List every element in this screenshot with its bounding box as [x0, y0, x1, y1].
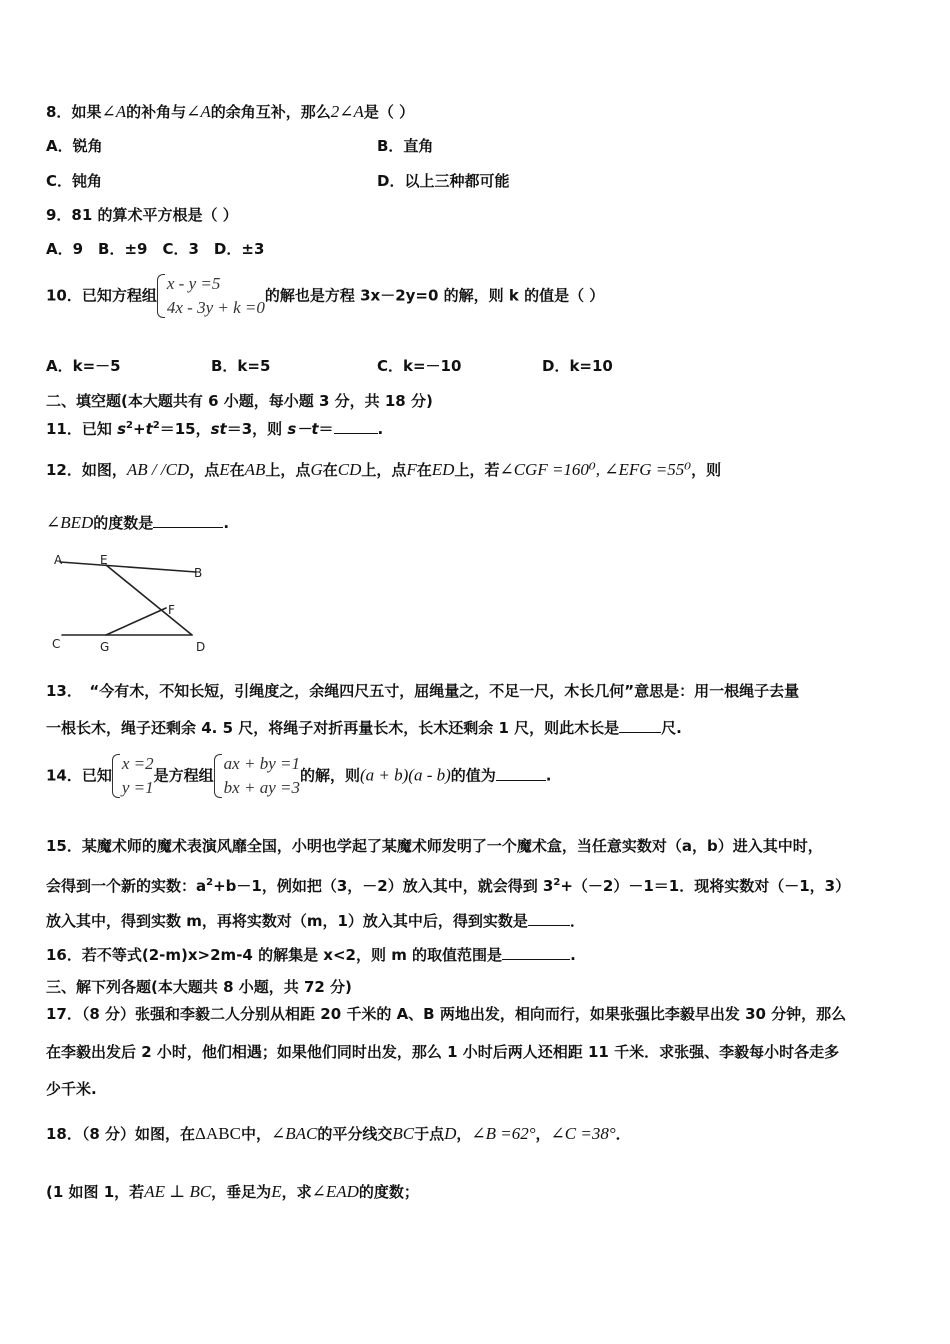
equation-2: 4x - 3y + k =0: [166, 298, 265, 317]
eq-b: bx + ay =3: [223, 778, 300, 797]
seg-cd: CD: [337, 460, 362, 479]
answer-blank[interactable]: [502, 945, 570, 960]
section-3-heading: 三、解下列各题(本大题共 8 小题，共 72 分): [46, 978, 352, 996]
t4: 上，若: [454, 461, 500, 479]
plus: +: [133, 420, 146, 438]
q8-text-4: 是（ ）: [363, 103, 415, 121]
t4b: ，: [535, 1125, 551, 1143]
period: .: [377, 420, 384, 438]
eq: ＝: [318, 420, 334, 438]
ab-parallel-cd: AB / /CD: [126, 460, 190, 479]
q18a-prefix: (1 如图 1，若: [46, 1183, 145, 1201]
t4: ，: [456, 1125, 472, 1143]
answer-blank[interactable]: [528, 911, 570, 926]
var-t: t: [145, 420, 153, 438]
seg-ab: AB: [244, 460, 266, 479]
q16-stem: [46, 945, 576, 965]
brace: [157, 274, 165, 318]
q14-stem: [46, 752, 551, 800]
t1: ，垂足为: [211, 1183, 272, 1201]
label-f: F: [168, 603, 175, 617]
t3: 的度数；: [358, 1183, 419, 1201]
seg-ed: ED: [431, 460, 455, 479]
t1: 中，: [240, 1125, 271, 1143]
angle-bac: ∠BAC: [270, 1124, 318, 1143]
q15-l3: 放入其中，得到实数 m，再将实数对（m，1）放入其中后，得到实数是: [46, 912, 528, 930]
t3b: 上，点: [361, 461, 407, 479]
label-d: D: [196, 640, 206, 654]
answer-blank[interactable]: [334, 419, 378, 434]
angle-a: ∠A: [101, 102, 127, 121]
q12-stem: [46, 460, 721, 480]
seg-bc: BC: [392, 1124, 415, 1143]
equation-1: x - y =5: [166, 274, 221, 293]
section-2-heading: 二、填空题(本大题共有 6 小题，每小题 3 分，共 18 分): [46, 392, 433, 410]
sq: 2: [206, 877, 214, 888]
t3: 于点: [414, 1125, 445, 1143]
exp-2: 2: [152, 420, 160, 431]
label-a: A: [54, 553, 63, 567]
brace: [214, 754, 222, 798]
q8-option-d: D．以上三种都可能: [377, 172, 510, 190]
t2: 的平分线交: [317, 1125, 393, 1143]
label-e: E: [100, 553, 108, 567]
q12-figure: [46, 548, 226, 658]
answer-blank[interactable]: [496, 766, 546, 781]
q16-text: 16．若不等式(2-m)x>2m-4 的解集是 x<2，则 m 的取值范围是: [46, 946, 503, 964]
t6: 的度数是: [93, 514, 154, 532]
two-angle-a: 2∠A: [330, 102, 364, 121]
q14-t2: 的值为: [450, 766, 496, 785]
q14-solution-system: [112, 752, 154, 800]
q8-text-2: 的补角与: [126, 103, 187, 121]
q14-t1: 的解，则: [299, 766, 360, 785]
q8-stem: [46, 102, 414, 122]
q14-equation-system: [214, 752, 300, 800]
eq-a: ax + by =1: [223, 754, 300, 773]
q8-option-b: B．直角: [377, 137, 434, 155]
q17-line-3: 少千米.: [46, 1080, 97, 1098]
triangle-abc: ΔABC: [195, 1124, 241, 1143]
t5: ，则: [691, 461, 722, 479]
q14-prefix: 14．已知: [46, 766, 112, 785]
q8-option-a: A．锐角: [46, 137, 103, 155]
q13-text: 一根长木，绳子还剩余 4. 5 尺，将绳子对折再量长木，长木还剩余 1 尺，则此木长是: [46, 719, 620, 737]
period: .: [570, 946, 576, 964]
diff: s－t: [287, 420, 319, 438]
t3: 上，点: [265, 461, 311, 479]
pt-f: F: [406, 460, 417, 479]
var-st: st: [210, 420, 227, 438]
q9-options: A．9 B．±9 C．3 D．±3: [46, 240, 265, 258]
q10-option-c: C．k=－10: [377, 357, 462, 375]
q8-option-c: C．钝角: [46, 172, 103, 190]
t2b: 在: [322, 461, 338, 479]
label-b: B: [194, 566, 203, 580]
q8-text-1: 如果: [71, 103, 102, 121]
answer-blank[interactable]: [153, 513, 223, 528]
line-ab: [60, 562, 196, 572]
brace: [112, 754, 120, 798]
pt-g: G: [310, 460, 323, 479]
eq3: ＝3，则: [226, 420, 288, 438]
q10-stem: [46, 272, 604, 320]
q15-l2b: +b－1，例如把（3，－2）放入其中，就会得到 3: [213, 877, 554, 895]
x-eq: x =2: [121, 754, 154, 773]
q12-prefix: 12．如图，: [46, 461, 127, 479]
q13-line-2: [46, 718, 682, 738]
t2c: 在: [416, 461, 432, 479]
var-s: s: [117, 420, 127, 438]
q13-line-1: 13． “今有木，不知长短，引绳度之，余绳四尺五寸，屈绳量之，不足一尺，木长几何”意思是：用一根绳子去量: [46, 682, 800, 700]
angle-c: ∠C =38°: [550, 1124, 616, 1143]
line-gf: [106, 608, 166, 635]
q15-end: ．: [569, 912, 585, 930]
q10-option-d: D．k=10: [542, 357, 613, 375]
q18-part-1: [46, 1182, 419, 1202]
q9-stem: 9．81 的算术平方根是（ ）: [46, 206, 238, 224]
q10-tail: 的解也是方程 3x－2y=0 的解，则 k 的值是（ ）: [264, 286, 605, 305]
q8-text-3: 的余角互补，那么: [210, 103, 331, 121]
sq-2: 2: [553, 877, 561, 888]
t2: 在: [229, 461, 245, 479]
period: ．: [615, 1125, 631, 1143]
ae-perp-bc: AE ⊥ BC: [144, 1182, 212, 1201]
q10-option-b: B．k=5: [211, 357, 271, 375]
q15-line-1: 15．某魔术师的魔术表演风靡全国，小明也学起了某魔术师发明了一个魔术盒，当任意实数对（a，b）进入其中时，: [46, 837, 823, 855]
pt-e: E: [219, 460, 230, 479]
q8-number: 8．: [46, 103, 72, 121]
q15-l2a: 会得到一个新的实数：a: [46, 877, 207, 895]
q10-option-a: A．k=－5: [46, 357, 121, 375]
t2: ，求: [281, 1183, 312, 1201]
y-eq: y =1: [121, 778, 154, 797]
q11-prefix: 11．已知: [46, 420, 118, 438]
period: .: [545, 766, 552, 785]
angle-a-2: ∠A: [186, 102, 211, 121]
q10-equation-system: [157, 272, 265, 320]
label-g: G: [100, 640, 110, 654]
q12-stem-2: [46, 513, 229, 533]
q10-number: 10．已知方程组: [46, 286, 157, 305]
q11-stem: [46, 416, 383, 439]
angle-b: ∠B =62°: [471, 1124, 536, 1143]
q15-l2c: +（－2）－1＝1．现将实数对（－1，3）: [560, 877, 851, 895]
line-ed: [106, 565, 192, 635]
q18-stem: [46, 1124, 631, 1144]
t1: ，点: [189, 461, 220, 479]
angle-values: ∠CGF =160⁰, ∠EFG =55⁰: [499, 460, 692, 479]
q15-line-2: [46, 873, 850, 896]
eq15: ＝15，: [159, 420, 211, 438]
exp: 2: [126, 420, 134, 431]
q17-line-1: 17．（8 分）张强和李毅二人分别从相距 20 千米的 A、B 两地出发，相向而行，如果张强比李毅早出发 30 分钟，那么: [46, 1005, 847, 1023]
q13-end: 尺.: [661, 719, 682, 737]
period: .: [223, 514, 230, 532]
label-c: C: [52, 637, 61, 651]
answer-blank[interactable]: [619, 718, 661, 733]
q14-expression: (a + b)(a - b): [359, 765, 451, 785]
angle-ead: ∠EAD: [311, 1182, 359, 1201]
q17-line-2: 在李毅出发后 2 小时，他们相遇；如果他们同时出发，那么 1 小时后两人还相距 11 千米．求张强、李毅每小时各走多: [46, 1043, 840, 1061]
angle-bed: ∠BED: [46, 513, 94, 532]
q15-line-3: [46, 911, 585, 931]
pt-d: D: [444, 1124, 457, 1143]
q18-prefix: 18．（8 分）如图，在: [46, 1125, 196, 1143]
q14-mid: 是方程组: [153, 766, 214, 785]
pt-e: E: [271, 1182, 282, 1201]
